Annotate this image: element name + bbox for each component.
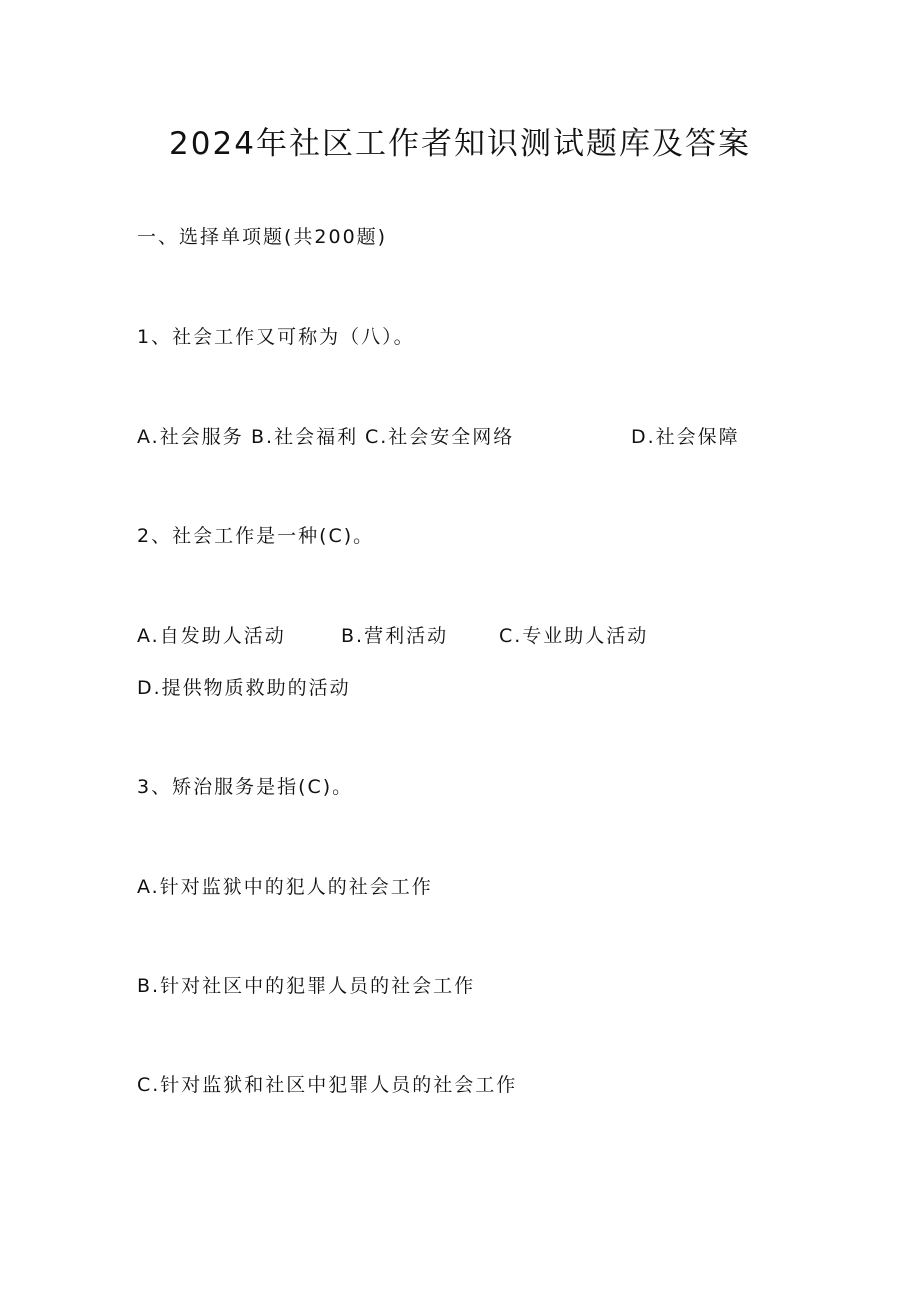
question-2-option-b: B.营利活动: [341, 625, 449, 647]
section-heading: 一、选择单项题(共200题): [137, 226, 388, 248]
question-2-option-c: C.专业助人活动: [499, 625, 649, 647]
question-1-option-d: D.社会保障: [631, 426, 740, 448]
question-2-stem: 2、社会工作是一种(C)。: [137, 525, 375, 547]
question-1-option-c: C.社会安全网络: [365, 426, 515, 448]
document-title: 2024年社区工作者知识测试题库及答案: [169, 126, 751, 162]
question-1-stem: 1、社会工作又可称为（八）。: [137, 326, 415, 348]
question-3-option-a: A.针对监狱中的犯人的社会工作: [137, 876, 433, 898]
question-3-option-c: C.针对监狱和社区中犯罪人员的社会工作: [137, 1074, 518, 1096]
question-3-stem: 3、矫治服务是指(C)。: [137, 776, 354, 798]
question-2-option-a: A.自发助人活动: [137, 625, 286, 647]
question-1-option-b: B.社会福利: [251, 426, 359, 448]
question-1-option-a: A.社会服务: [137, 426, 244, 448]
question-2-option-d: D.提供物质救助的活动: [137, 677, 351, 699]
question-3-option-b: B.针对社区中的犯罪人员的社会工作: [137, 975, 476, 997]
